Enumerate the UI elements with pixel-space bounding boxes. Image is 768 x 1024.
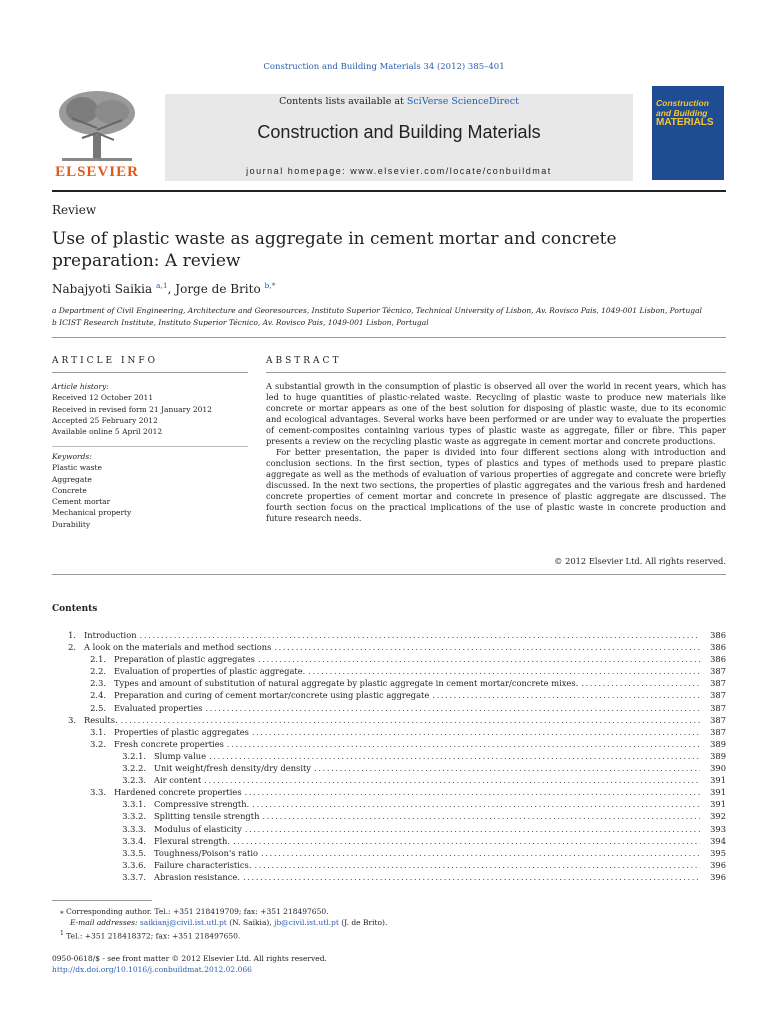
toc-label[interactable]: A look on the materials and method sections bbox=[84, 642, 272, 653]
toc-page[interactable]: 387 bbox=[710, 702, 726, 713]
toc-row[interactable] bbox=[52, 823, 726, 835]
toc-label[interactable]: Failure characteristics. bbox=[154, 859, 252, 870]
toc-page[interactable]: 386 bbox=[710, 642, 726, 653]
title-divider bbox=[52, 337, 726, 338]
toc-row[interactable] bbox=[52, 653, 726, 665]
corresponding-text: Corresponding author. Tel.: +351 218419709; fax: +351 218497650. bbox=[66, 907, 329, 916]
toc-page[interactable]: 390 bbox=[710, 763, 726, 774]
toc-row[interactable] bbox=[52, 702, 726, 714]
journal-citation[interactable]: Construction and Building Materials 34 (2012) 385–401 bbox=[263, 62, 505, 72]
toc-row[interactable] bbox=[52, 641, 726, 653]
contents-available bbox=[165, 96, 633, 107]
keywords-label: Keywords: bbox=[52, 452, 92, 461]
toc-label[interactable]: Toughness/Poison's ratio bbox=[154, 847, 259, 858]
toc-page[interactable]: 386 bbox=[710, 654, 726, 665]
header-divider bbox=[52, 190, 726, 192]
author-2-sup[interactable]: b,* bbox=[264, 281, 276, 290]
toc-leader-dots bbox=[202, 702, 700, 714]
toc-label[interactable]: Slump value bbox=[154, 750, 207, 761]
toc-number: 3.3.3. bbox=[122, 823, 146, 834]
authors bbox=[52, 281, 275, 296]
toc-leader-dots bbox=[242, 823, 700, 835]
toc-page[interactable]: 391 bbox=[710, 799, 726, 810]
toc-row[interactable] bbox=[52, 871, 726, 883]
paper-title bbox=[52, 228, 652, 272]
toc-number: 3.1. bbox=[90, 726, 106, 737]
toc-label[interactable]: Air content bbox=[154, 775, 202, 786]
abstract-divider bbox=[52, 574, 726, 575]
toc-page[interactable]: 387 bbox=[710, 726, 726, 737]
toc-leader-dots bbox=[206, 750, 700, 762]
toc-page[interactable]: 387 bbox=[710, 678, 726, 689]
email-label: E-mail addresses: bbox=[70, 918, 138, 927]
toc-leader-dots bbox=[201, 774, 700, 786]
toc-row[interactable] bbox=[52, 798, 726, 810]
accepted-date: Accepted 25 February 2012 bbox=[52, 415, 158, 425]
toc-leader-dots bbox=[259, 810, 700, 822]
sciencedirect-link[interactable]: SciVerse ScienceDirect bbox=[406, 96, 519, 107]
contents-heading: Contents bbox=[52, 604, 98, 614]
corresponding-mark: ⁎ bbox=[60, 907, 64, 916]
keywords-rule bbox=[52, 446, 248, 447]
email-name-saikia: (N. Saikia), bbox=[229, 918, 272, 927]
received-date: Received 12 October 2011 bbox=[52, 393, 154, 403]
toc-leader-dots bbox=[429, 689, 700, 701]
toc-page[interactable]: 396 bbox=[710, 859, 726, 870]
toc-number: 3.3.4. bbox=[122, 835, 146, 846]
keywords-block bbox=[52, 451, 248, 530]
toc-label[interactable]: Compressive strength. bbox=[154, 799, 250, 810]
toc-row[interactable] bbox=[52, 689, 726, 701]
keyword: Plastic waste bbox=[52, 463, 102, 473]
toc-row[interactable] bbox=[52, 859, 726, 871]
journal-cover bbox=[652, 86, 724, 180]
toc-number: 3.2.1. bbox=[122, 750, 146, 761]
doi-link[interactable]: http://dx.doi.org/10.1016/j.conbuildmat.2012.02.066 bbox=[52, 965, 252, 974]
toc-page[interactable]: 393 bbox=[710, 823, 726, 834]
online-date: Available online 5 April 2012 bbox=[52, 427, 163, 437]
toc-leader-dots bbox=[251, 859, 700, 871]
toc-page[interactable]: 391 bbox=[710, 775, 726, 786]
revised-date: Received in revised form 21 January 2012 bbox=[52, 404, 212, 414]
abstract-copyright: © 2012 Elsevier Ltd. All rights reserved. bbox=[554, 556, 726, 566]
toc-leader-dots bbox=[242, 786, 700, 798]
keyword: Aggregate bbox=[52, 474, 92, 484]
elsevier-wordmark: ELSEVIER bbox=[55, 164, 139, 180]
toc-label[interactable]: Introduction bbox=[84, 630, 137, 640]
toc-leader-dots bbox=[305, 665, 700, 677]
toc-number: 2. bbox=[68, 642, 76, 653]
toc-number: 2.2. bbox=[90, 666, 106, 677]
toc-number: 2.3. bbox=[90, 678, 106, 689]
toc-page[interactable]: 387 bbox=[710, 714, 726, 725]
toc-number: 3.3. bbox=[90, 787, 106, 798]
toc-label[interactable]: Results. bbox=[84, 714, 118, 725]
toc-number: 3.2.3. bbox=[122, 775, 146, 786]
toc-row[interactable] bbox=[52, 810, 726, 822]
article-info-heading: ARTICLE INFO bbox=[52, 356, 159, 366]
toc-label[interactable]: Modulus of elasticity bbox=[154, 823, 242, 834]
toc-number: 3.3.2. bbox=[122, 811, 146, 822]
toc-label[interactable]: Hardened concrete properties bbox=[114, 787, 242, 798]
toc-row[interactable] bbox=[52, 762, 726, 774]
toc-leader-dots bbox=[230, 835, 700, 847]
toc-label[interactable]: Flexural strength. bbox=[154, 835, 230, 846]
abstract-body bbox=[266, 381, 726, 524]
toc-leader-dots bbox=[249, 726, 700, 738]
author-1-sup[interactable]: a,1 bbox=[156, 281, 168, 290]
abstract-paragraph-2: For better presentation, the paper is divided into four different sections along with introduction and conclusion sections. In the first section, types of plastics and types of methods used to prepare plastic aggregate as well as the methods of evaluation of various properties of aggregate and concrete were briefly discussed. In the next two sections, the properties of plastic aggregates and the various fresh and hardened concrete properties of cement mortar and concrete in presence of plastic aggregate are discussed. The fourth section focus on the practical implications of the use of plastic waste in concrete production and future research needs. bbox=[266, 447, 726, 523]
toc-number: 3. bbox=[68, 714, 76, 725]
author-2[interactable]: Jorge de Brito bbox=[175, 282, 261, 296]
email-footnote bbox=[70, 917, 387, 928]
affiliation-a: a Department of Civil Engineering, Architecture and Georesources, Instituto Superior Técnico, Technical University of Lisbon, Av. Rovisco Pais, 1049-001 Lisbon, Portugal bbox=[52, 306, 702, 315]
toc-row[interactable] bbox=[52, 786, 726, 798]
author-separator: , bbox=[167, 282, 176, 296]
email-name-brito: (J. de Brito). bbox=[341, 918, 388, 927]
toc-label[interactable]: Preparation and curing of cement mortar/concrete using plastic aggregate bbox=[114, 690, 430, 701]
issn-line: 0950-0618/$ - see front matter © 2012 Elsevier Ltd. All rights reserved. bbox=[52, 954, 327, 963]
toc-label[interactable]: Evaluation of properties of plastic aggregate. bbox=[114, 666, 306, 677]
toc-leader-dots bbox=[255, 653, 700, 665]
toc-leader-dots bbox=[258, 847, 700, 859]
toc-number: 1. bbox=[68, 630, 76, 640]
toc-number: 2.5. bbox=[90, 702, 106, 713]
toc-page[interactable]: 387 bbox=[710, 666, 726, 677]
abstract-rule bbox=[266, 372, 726, 373]
cover-line-2: and Building bbox=[656, 108, 708, 118]
email-link-brito[interactable]: jb@civil.ist.utl.pt bbox=[274, 918, 339, 927]
toc-page[interactable]: 389 bbox=[710, 750, 726, 761]
toc-row[interactable] bbox=[52, 714, 726, 726]
toc-row[interactable] bbox=[52, 774, 726, 786]
cover-line-1: Construction bbox=[656, 98, 709, 108]
toc-row[interactable] bbox=[52, 738, 726, 750]
article-info-rule bbox=[52, 372, 248, 373]
history-label: Article history: bbox=[52, 382, 109, 391]
toc-number: 3.2.2. bbox=[122, 763, 146, 774]
toc-number: 2.4. bbox=[90, 690, 106, 701]
author-1[interactable]: Nabajyoti Saikia bbox=[52, 282, 153, 296]
toc-label[interactable]: Splitting tensile strength bbox=[154, 811, 260, 822]
keyword: Mechanical property bbox=[52, 508, 132, 518]
toc-number: 3.3.5. bbox=[122, 847, 146, 858]
email-link-saikia[interactable]: saikianj@civil.ist.utl.pt bbox=[139, 918, 227, 927]
toc-leader-dots bbox=[578, 677, 700, 689]
toc-number: 3.3.7. bbox=[122, 871, 146, 882]
toc-number: 3.3.6. bbox=[122, 859, 146, 870]
toc-leader-dots bbox=[137, 629, 700, 641]
article-history bbox=[52, 381, 248, 437]
toc-leader-dots bbox=[118, 714, 700, 726]
keyword: Concrete bbox=[52, 485, 87, 495]
homepage-link[interactable]: www.elsevier.com/locate/conbuildmat bbox=[350, 166, 552, 176]
keyword: Durability bbox=[52, 519, 91, 529]
toc-label[interactable]: Abrasion resistance. bbox=[154, 871, 240, 882]
toc-page[interactable]: 391 bbox=[710, 787, 726, 798]
footnote-1 bbox=[52, 928, 240, 942]
toc-page[interactable]: 396 bbox=[710, 871, 726, 882]
toc-number: 2.1. bbox=[90, 654, 106, 665]
toc-row[interactable] bbox=[52, 677, 726, 689]
toc-page[interactable]: 386 bbox=[710, 630, 726, 640]
toc-leader-dots bbox=[311, 762, 700, 774]
toc-label[interactable]: Properties of plastic aggregates bbox=[114, 726, 249, 737]
toc-leader-dots bbox=[240, 871, 700, 883]
cover-line-3: MATERIALS bbox=[656, 117, 714, 128]
journal-homepage bbox=[165, 166, 633, 176]
toc-number: 3.2. bbox=[90, 738, 106, 749]
toc-page[interactable]: 395 bbox=[710, 847, 726, 858]
affiliation-b: b ICIST Research Institute, Instituto Superior Técnico, Av. Rovisco Pais, 1049-001 Lisbon, Portugal bbox=[52, 318, 429, 327]
table-of-contents bbox=[52, 629, 726, 883]
toc-row[interactable] bbox=[52, 750, 726, 762]
toc-label[interactable]: Preparation of plastic aggregates bbox=[114, 654, 255, 665]
section-label: Review bbox=[52, 203, 97, 217]
toc-label[interactable]: Evaluated properties bbox=[114, 702, 203, 713]
footnote-1-text: Tel.: +351 218418372; fax: +351 218497650. bbox=[66, 931, 241, 941]
contents-prefix: Contents lists available at bbox=[279, 96, 407, 107]
toc-label[interactable]: Unit weight/fresh density/dry density bbox=[154, 763, 311, 774]
toc-leader-dots bbox=[224, 738, 700, 750]
footnote-rule bbox=[52, 900, 152, 901]
toc-row[interactable] bbox=[52, 629, 726, 641]
toc-label[interactable]: Fresh concrete properties bbox=[114, 738, 224, 749]
toc-page[interactable]: 389 bbox=[710, 738, 726, 749]
abstract-heading: ABSTRACT bbox=[266, 356, 342, 366]
toc-row[interactable] bbox=[52, 847, 726, 859]
journal-title: Construction and Building Materials bbox=[257, 122, 541, 142]
toc-page[interactable]: 392 bbox=[710, 811, 726, 822]
corresponding-footnote bbox=[52, 906, 329, 917]
abstract-paragraph-1: A substantial growth in the consumption of plastic is observed all over the world in recent years, which has led to huge quantities of plastic-related waste. Recycling of plastic waste to produce new materials like concrete or mortar appears as one of the best solution for disposing of plastic waste, due to its economic and ecological advantages. Several works have been performed or are under way to evaluate the properties of cement-composites containing various types of plastic waste as aggregate, filler or fibre. This paper presents a review on the recycling plastic waste as aggregate in cement mortar and concrete productions. bbox=[266, 381, 726, 446]
toc-label[interactable]: Types and amount of substitution of natural aggregate by plastic aggregate in cement mortar/concrete mixes. bbox=[114, 678, 579, 689]
paper-title-line-2: preparation: A review bbox=[52, 251, 241, 271]
homepage-prefix: journal homepage: bbox=[246, 166, 351, 176]
toc-leader-dots bbox=[249, 798, 700, 810]
toc-row[interactable] bbox=[52, 665, 726, 677]
toc-leader-dots bbox=[271, 641, 700, 653]
toc-number: 3.3.1. bbox=[122, 799, 146, 810]
toc-row[interactable] bbox=[52, 835, 726, 847]
toc-row[interactable] bbox=[52, 726, 726, 738]
footnote-1-mark: 1 bbox=[60, 930, 64, 937]
keyword: Cement mortar bbox=[52, 497, 111, 507]
toc-page[interactable]: 394 bbox=[710, 835, 726, 846]
toc-page[interactable]: 387 bbox=[710, 690, 726, 701]
paper-title-line-1: Use of plastic waste as aggregate in cement mortar and concrete bbox=[52, 229, 617, 249]
